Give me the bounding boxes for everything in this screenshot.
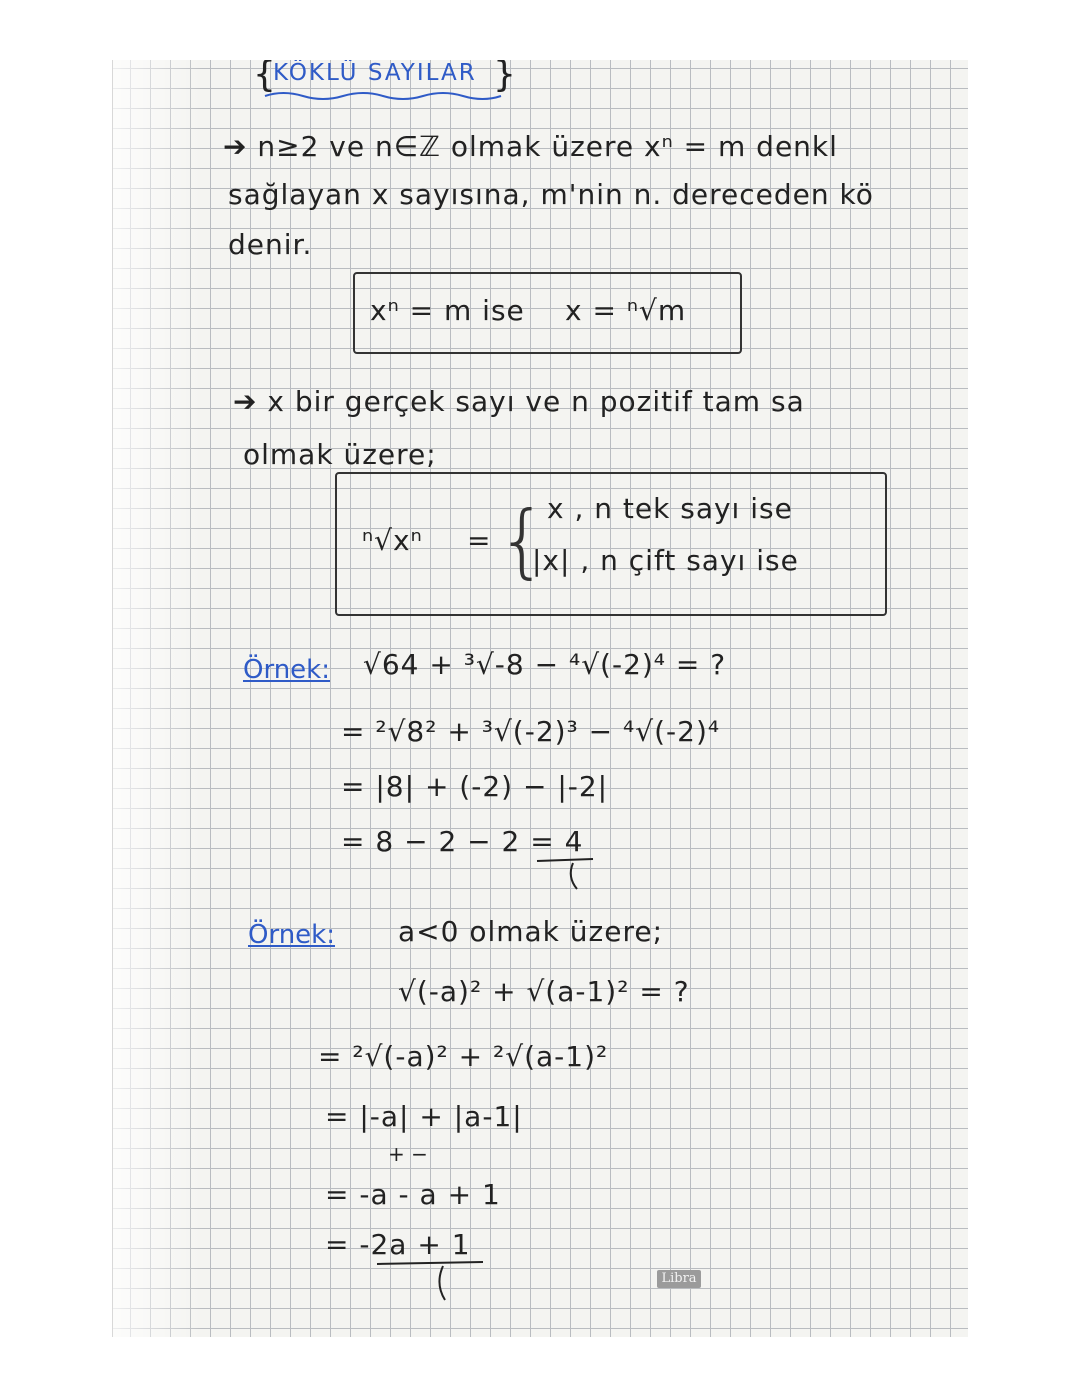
definition-box: [353, 272, 742, 354]
title-brace-left: {: [253, 60, 276, 95]
page-title: KÖKLÜ SAYILAR: [273, 60, 477, 86]
note-line-2: olmak üzere;: [243, 438, 437, 471]
example-2-step-2: = |-a| + |a-1|: [325, 1100, 523, 1133]
rule-case-even: |x| , n çift sayı ise: [532, 544, 799, 577]
intro-line-2: sağlayan x sayısına, m'nin n. dereceden kö: [228, 178, 874, 211]
example-1-question: √64 + ³√-8 − ⁴√(-2)⁴ = ?: [363, 648, 727, 681]
rule-case-odd: x , n tek sayı ise: [547, 492, 793, 525]
example-2-condition: a<0 olmak üzere;: [398, 915, 664, 948]
example-1-step-3: = 8 − 2 − 2 = 4: [341, 825, 584, 858]
note-line-1: ➔ x bir gerçek sayı ve n pozitif tam sa: [233, 385, 805, 418]
example-2-step-3: = -a - a + 1: [325, 1178, 501, 1211]
example-2-step-1: = ²√(-a)² + ²√(a-1)²: [318, 1040, 609, 1073]
intro-line-1: ➔ n≥2 ve n∈ℤ olmak üzere xⁿ = m denkl: [223, 130, 838, 163]
example-1-step-2: = |8| + (-2) − |-2|: [341, 770, 609, 803]
intro-line-3: denir.: [228, 228, 313, 261]
example-1-answer-mark: [533, 855, 613, 895]
notebook-page: [112, 60, 968, 1337]
example-2-label: Örnek:: [248, 920, 335, 950]
brand-logo: Libra: [657, 1270, 701, 1288]
title-underline: [263, 88, 503, 102]
example-2-signs: + −: [388, 1142, 428, 1166]
definition-right: x = ⁿ√m: [565, 294, 687, 327]
title-brace-right: }: [493, 60, 516, 95]
example-2-question: √(-a)² + √(a-1)² = ?: [398, 975, 690, 1008]
rule-equals: =: [467, 524, 492, 557]
example-2-step-4: = -2a + 1: [325, 1228, 471, 1261]
example-2-answer-mark: [373, 1258, 493, 1308]
rule-lhs: ⁿ√xⁿ: [362, 524, 423, 557]
rule-box: [335, 472, 887, 616]
example-1-step-1: = ²√8² + ³√(-2)³ − ⁴√(-2)⁴: [341, 715, 721, 748]
definition-left: xⁿ = m ise: [370, 294, 525, 327]
rule-brace: {: [497, 494, 548, 587]
example-1-label: Örnek:: [243, 655, 330, 685]
